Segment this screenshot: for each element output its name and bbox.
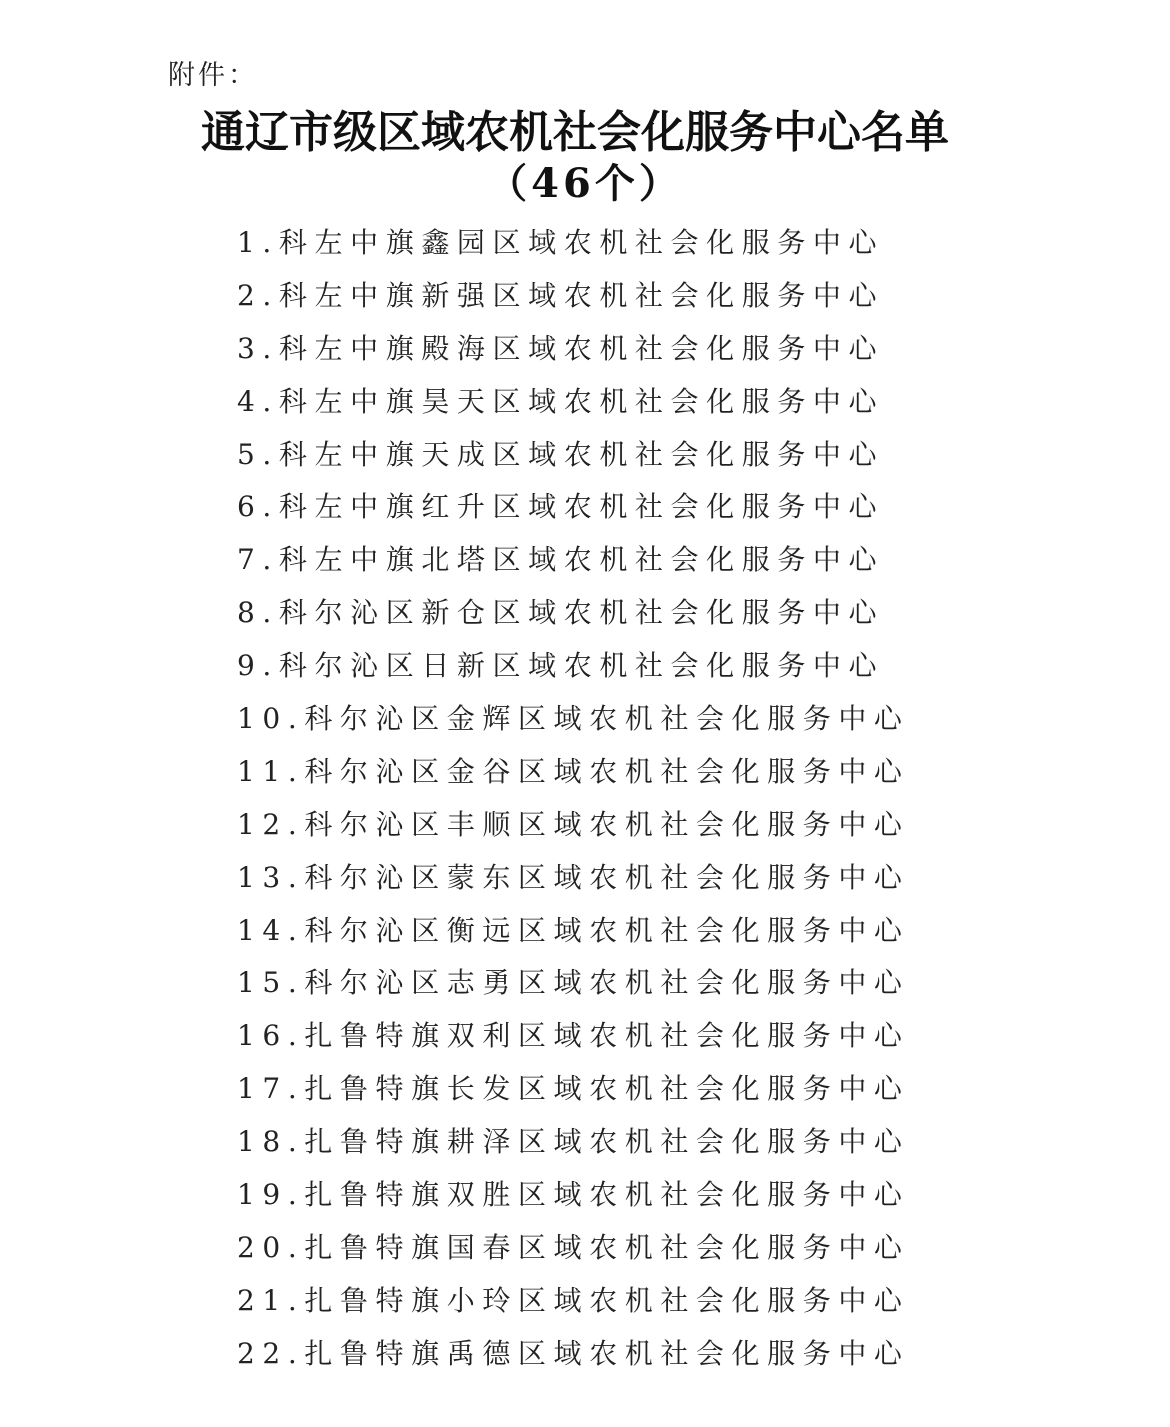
list-item: 5.科左中旗天成区域农机社会化服务中心	[237, 437, 885, 471]
list-item: 11.科尔沁区金谷区域农机社会化服务中心	[237, 754, 910, 788]
list-item: 10.科尔沁区金辉区域农机社会化服务中心	[237, 702, 910, 736]
list-item: 20.扎鲁特旗国春区域农机社会化服务中心	[237, 1230, 910, 1264]
list-item: 12.科尔沁区丰顺区域农机社会化服务中心	[237, 807, 910, 841]
list-item: 8.科尔沁区新仓区域农机社会化服务中心	[237, 596, 885, 630]
list-item: 4.科左中旗昊天区域农机社会化服务中心	[237, 384, 885, 418]
list-item: 15.科尔沁区志勇区域农机社会化服务中心	[237, 966, 910, 1000]
list-item: 22.扎鲁特旗禹德区域农机社会化服务中心	[237, 1336, 910, 1370]
list-item: 18.扎鲁特旗耕泽区域农机社会化服务中心	[237, 1125, 910, 1159]
list-item: 1.科左中旗鑫园区域农机社会化服务中心	[237, 226, 885, 259]
list-item: 16.扎鲁特旗双利区域农机社会化服务中心	[237, 1019, 910, 1053]
list-item: 14.科尔沁区衡远区域农机社会化服务中心	[237, 913, 910, 947]
list-item: 19.扎鲁特旗双胜区域农机社会化服务中心	[237, 1178, 910, 1212]
list-item: 13.科尔沁区蒙东区域农机社会化服务中心	[237, 860, 910, 894]
document-title: 通辽市级区域农机社会化服务中心名单	[201, 107, 949, 158]
list-item: 9.科尔沁区日新区域农机社会化服务中心	[237, 649, 885, 683]
list-item: 17.扎鲁特旗长发区域农机社会化服务中心	[237, 1072, 910, 1106]
list-item: 7.科左中旗北塔区域农机社会化服务中心	[237, 543, 885, 577]
list-item: 6.科左中旗红升区域农机社会化服务中心	[237, 490, 885, 524]
attachment-label: 附件：	[168, 60, 258, 91]
center-list	[237, 217, 910, 1381]
list-item: 21.扎鲁特旗小玲区域农机社会化服务中心	[237, 1283, 910, 1317]
list-item: 2.科左中旗新强区域农机社会化服务中心	[237, 278, 885, 312]
document-count: （46个）	[487, 160, 683, 207]
list-item: 3.科左中旗殿海区域农机社会化服务中心	[237, 331, 885, 365]
